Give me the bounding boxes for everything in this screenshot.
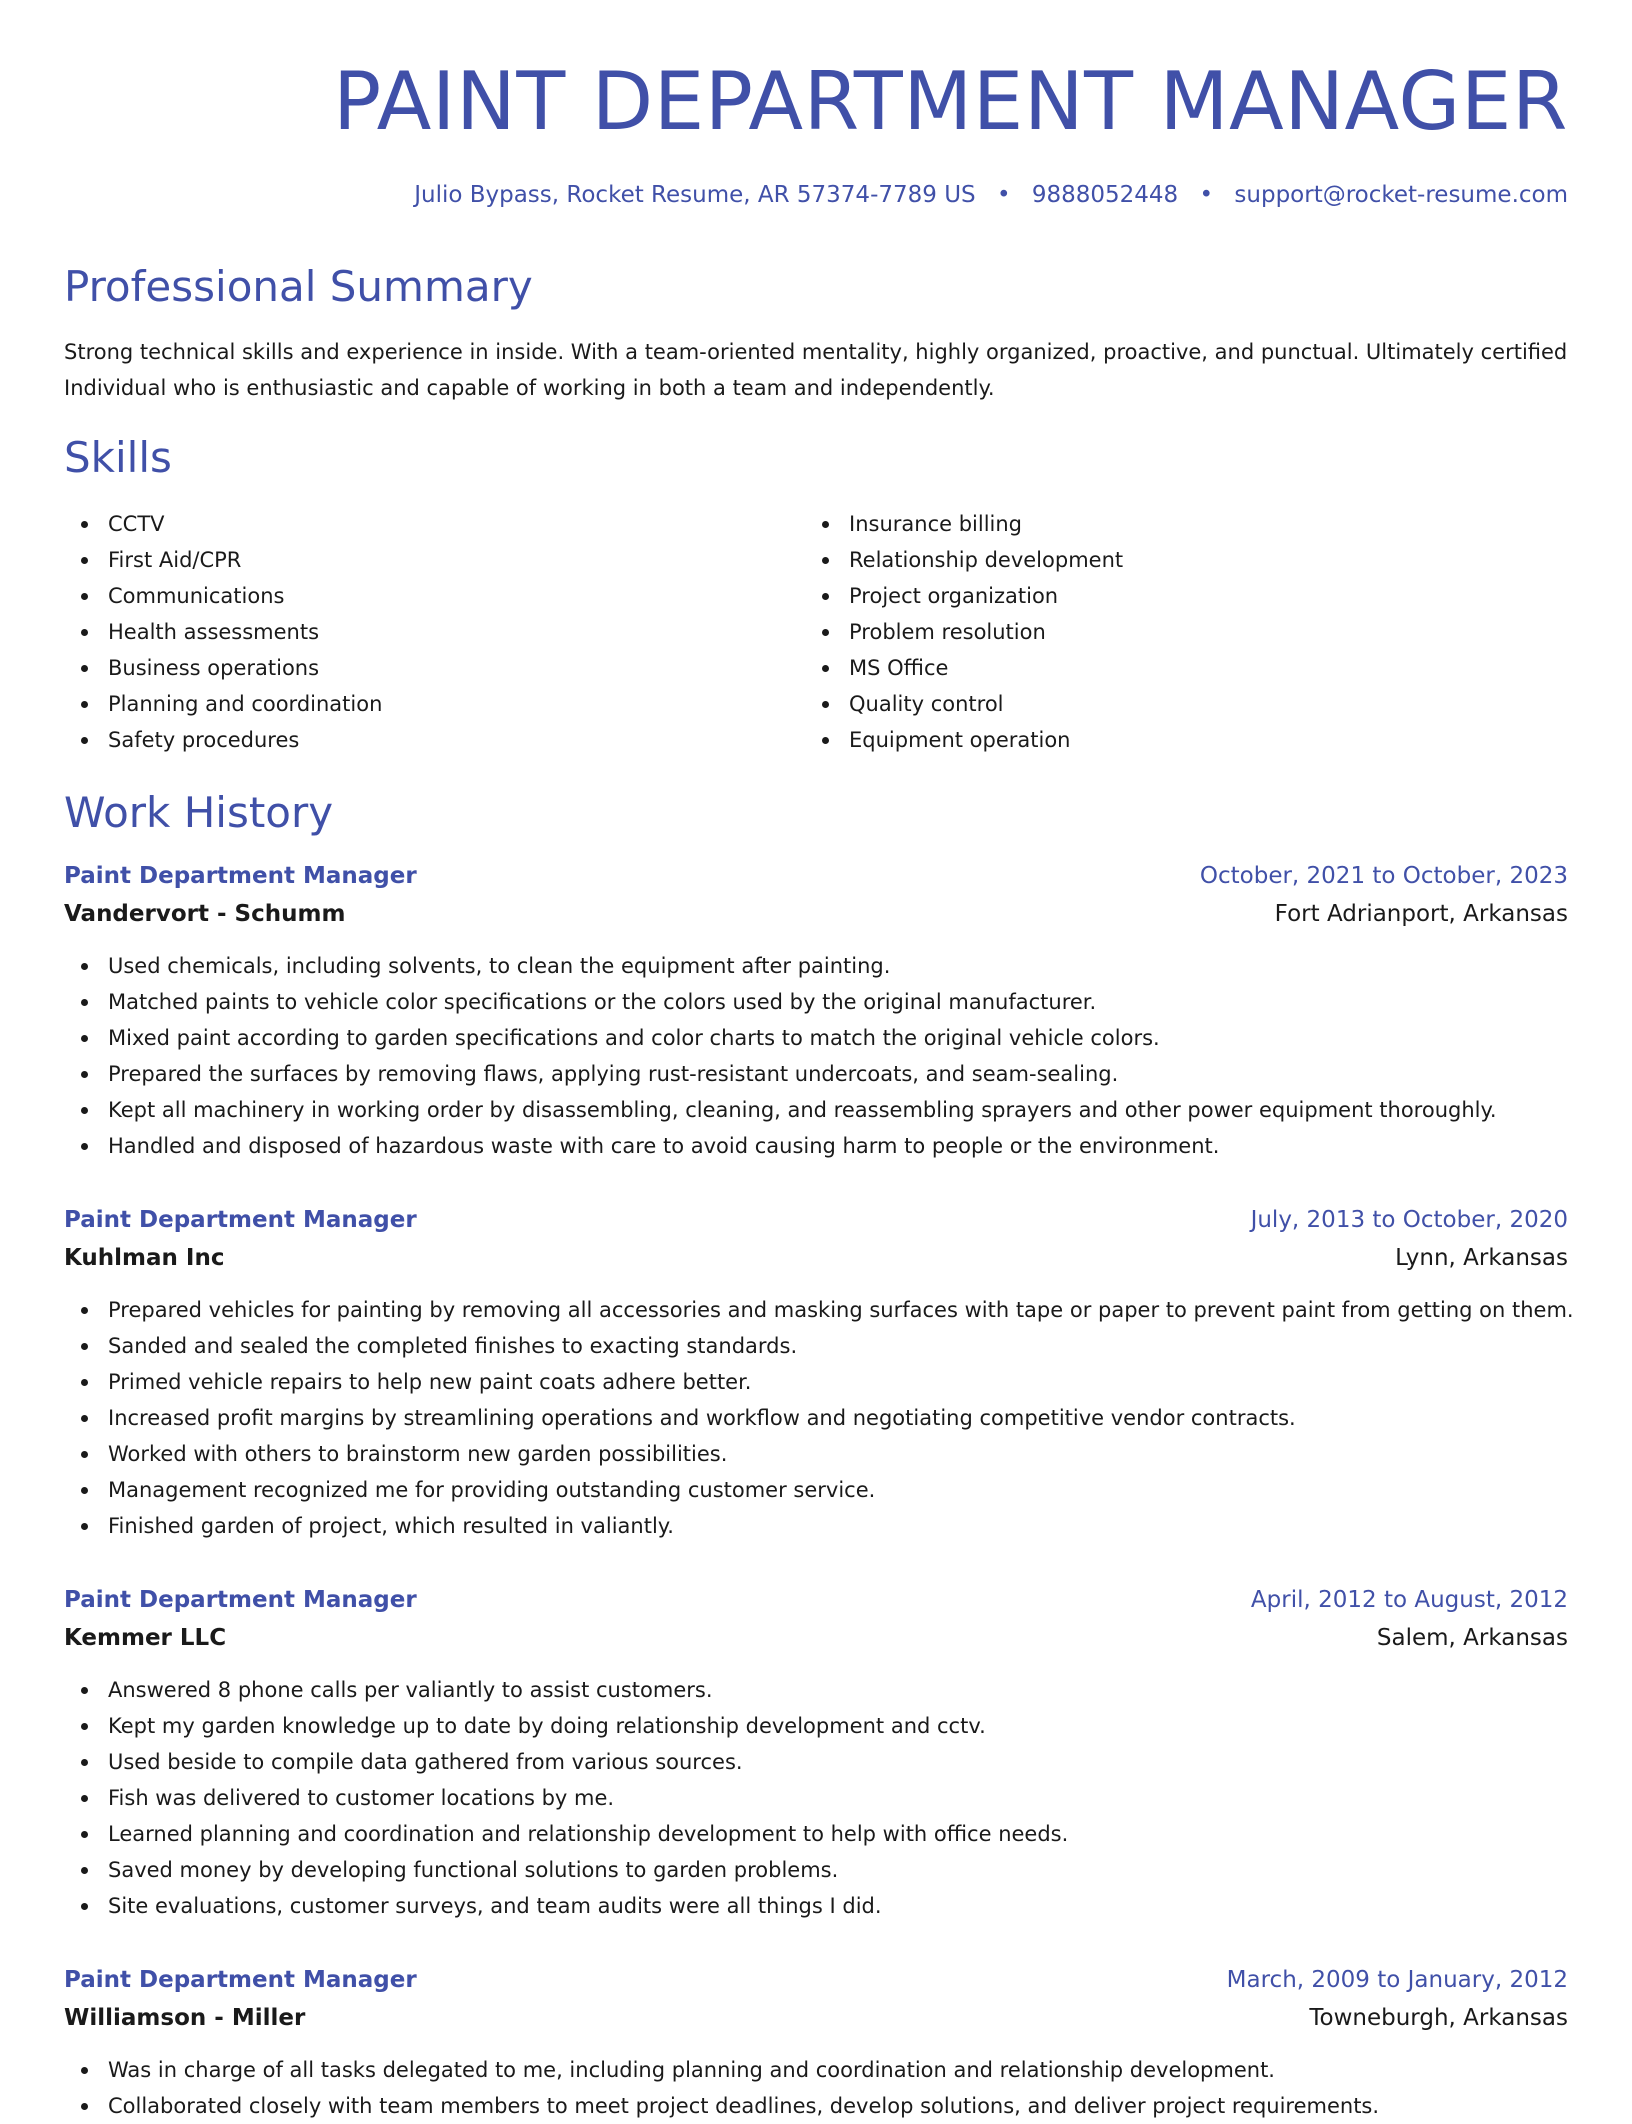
skill-item: Equipment operation	[805, 722, 1505, 758]
skills-list-left	[64, 506, 764, 758]
job-bullet-list	[64, 1292, 1574, 1544]
job-dates: March, 2009 to January, 2012	[1226, 1967, 1568, 1993]
contact-separator: •	[1199, 182, 1214, 208]
job-title: Paint Department Manager	[64, 863, 417, 889]
job-location: Towneburgh, Arkansas	[1309, 2005, 1568, 2031]
contact-phone: 9888052448	[1031, 182, 1179, 208]
job-bullet-list	[64, 2052, 1568, 2124]
skill-item: Health assessments	[64, 614, 764, 650]
job-title: Paint Department Manager	[64, 1587, 417, 1613]
contact-email[interactable]: support@rocket-resume.com	[1234, 182, 1568, 208]
skill-item: Problem resolution	[805, 614, 1505, 650]
skills-heading: Skills	[64, 433, 172, 482]
resume-title: PAINT DEPARTMENT MANAGER	[333, 55, 1568, 148]
job-entry	[64, 1202, 1574, 1544]
job-bullet: Mixed paint according to garden specifications and color charts to match the original vehicle colors.	[64, 1020, 1568, 1056]
skill-item: CCTV	[64, 506, 764, 542]
job-company: Williamson - Miller	[64, 2005, 306, 2031]
job-bullet: Matched paints to vehicle color specifications or the colors used by the original manufacturer.	[64, 984, 1568, 1020]
job-location: Lynn, Arkansas	[1395, 1245, 1568, 1271]
job-location: Salem, Arkansas	[1376, 1625, 1568, 1651]
job-bullet: Fish was delivered to customer locations by me.	[64, 1780, 1568, 1816]
job-bullet: Used beside to compile data gathered from various sources.	[64, 1744, 1568, 1780]
contact-address: Julio Bypass, Rocket Resume, AR 57374-7789 US	[414, 182, 976, 208]
job-dates: April, 2012 to August, 2012	[1250, 1587, 1568, 1613]
skill-item: Insurance billing	[805, 506, 1505, 542]
job-bullet: Site evaluations, customer surveys, and team audits were all things I did.	[64, 1888, 1568, 1924]
job-bullet-list	[64, 948, 1568, 1164]
job-header	[64, 1582, 1568, 1662]
job-company: Kuhlman Inc	[64, 1245, 225, 1271]
job-dates: October, 2021 to October, 2023	[1199, 863, 1568, 889]
job-company: Vandervort - Schumm	[64, 901, 346, 927]
summary-text: Strong technical skills and experience in inside. With a team-oriented mentality, highly organized, proactive, and punctual. Ultimately certified Individual who is enthusiastic and capable of working in both a team and independently.	[64, 340, 1568, 400]
job-bullet: Used chemicals, including solvents, to clean the equipment after painting.	[64, 948, 1568, 984]
job-bullet: Kept all machinery in working order by disassembling, cleaning, and reassembling sprayers and other power equipment thoroughly.	[64, 1092, 1568, 1128]
skill-item: Planning and coordination	[64, 686, 764, 722]
job-entry	[64, 858, 1568, 1164]
job-bullet: Primed vehicle repairs to help new paint coats adhere better.	[64, 1364, 1568, 1400]
job-bullet: Sanded and sealed the completed finishes to exacting standards.	[64, 1328, 1568, 1364]
job-bullet: Management recognized me for providing outstanding customer service.	[64, 1472, 1568, 1508]
job-header	[64, 1202, 1568, 1282]
job-bullet: Prepared vehicles for painting by removing all accessories and masking surfaces with tape or paper to prevent paint from getting on them.	[64, 1292, 1568, 1328]
skills-column-right	[805, 506, 1505, 758]
job-header	[64, 1962, 1568, 2042]
job-bullet: Increased profit margins by streamlining operations and workflow and negotiating competitive vendor contracts.	[64, 1400, 1568, 1436]
job-entry	[64, 1582, 1568, 1924]
skill-item: Communications	[64, 578, 764, 614]
job-bullet: Was in charge of all tasks delegated to me, including planning and coordination and relationship development.	[64, 2052, 1568, 2088]
work-history-heading: Work History	[64, 788, 334, 837]
skill-item: Safety procedures	[64, 722, 764, 758]
job-bullet-list	[64, 1672, 1568, 1924]
job-bullet: Handled and disposed of hazardous waste with care to avoid causing harm to people or the environment.	[64, 1128, 1568, 1164]
job-title: Paint Department Manager	[64, 1967, 417, 1993]
skill-item: Quality control	[805, 686, 1505, 722]
job-bullet: Kept my garden knowledge up to date by doing relationship development and cctv.	[64, 1708, 1568, 1744]
contact-separator: •	[996, 182, 1011, 208]
job-title: Paint Department Manager	[64, 1207, 417, 1233]
job-bullet: Prepared the surfaces by removing flaws, applying rust-resistant undercoats, and seam-sealing.	[64, 1056, 1568, 1092]
skills-column-left	[64, 506, 764, 758]
summary-heading: Professional Summary	[64, 262, 533, 311]
job-dates: July, 2013 to October, 2020	[1250, 1207, 1568, 1233]
job-bullet: Finished garden of project, which resulted in valiantly.	[64, 1508, 1568, 1544]
skill-item: Business operations	[64, 650, 764, 686]
job-bullet: Worked with others to brainstorm new garden possibilities.	[64, 1436, 1568, 1472]
job-location: Fort Adrianport, Arkansas	[1274, 901, 1568, 927]
job-bullet: Answered 8 phone calls per valiantly to assist customers.	[64, 1672, 1568, 1708]
skill-item: MS Office	[805, 650, 1505, 686]
job-entry	[64, 1962, 1568, 2124]
skill-item: Project organization	[805, 578, 1505, 614]
skill-item: First Aid/CPR	[64, 542, 764, 578]
job-bullet: Learned planning and coordination and relationship development to help with office needs.	[64, 1816, 1568, 1852]
job-bullet: Saved money by developing functional solutions to garden problems.	[64, 1852, 1568, 1888]
contact-info	[414, 178, 1568, 212]
job-header	[64, 858, 1568, 938]
skill-item: Relationship development	[805, 542, 1505, 578]
job-bullet: Collaborated closely with team members to meet project deadlines, develop solutions, and deliver project requirements.	[64, 2088, 1568, 2124]
job-company: Kemmer LLC	[64, 1625, 227, 1651]
skills-list-right	[805, 506, 1505, 758]
